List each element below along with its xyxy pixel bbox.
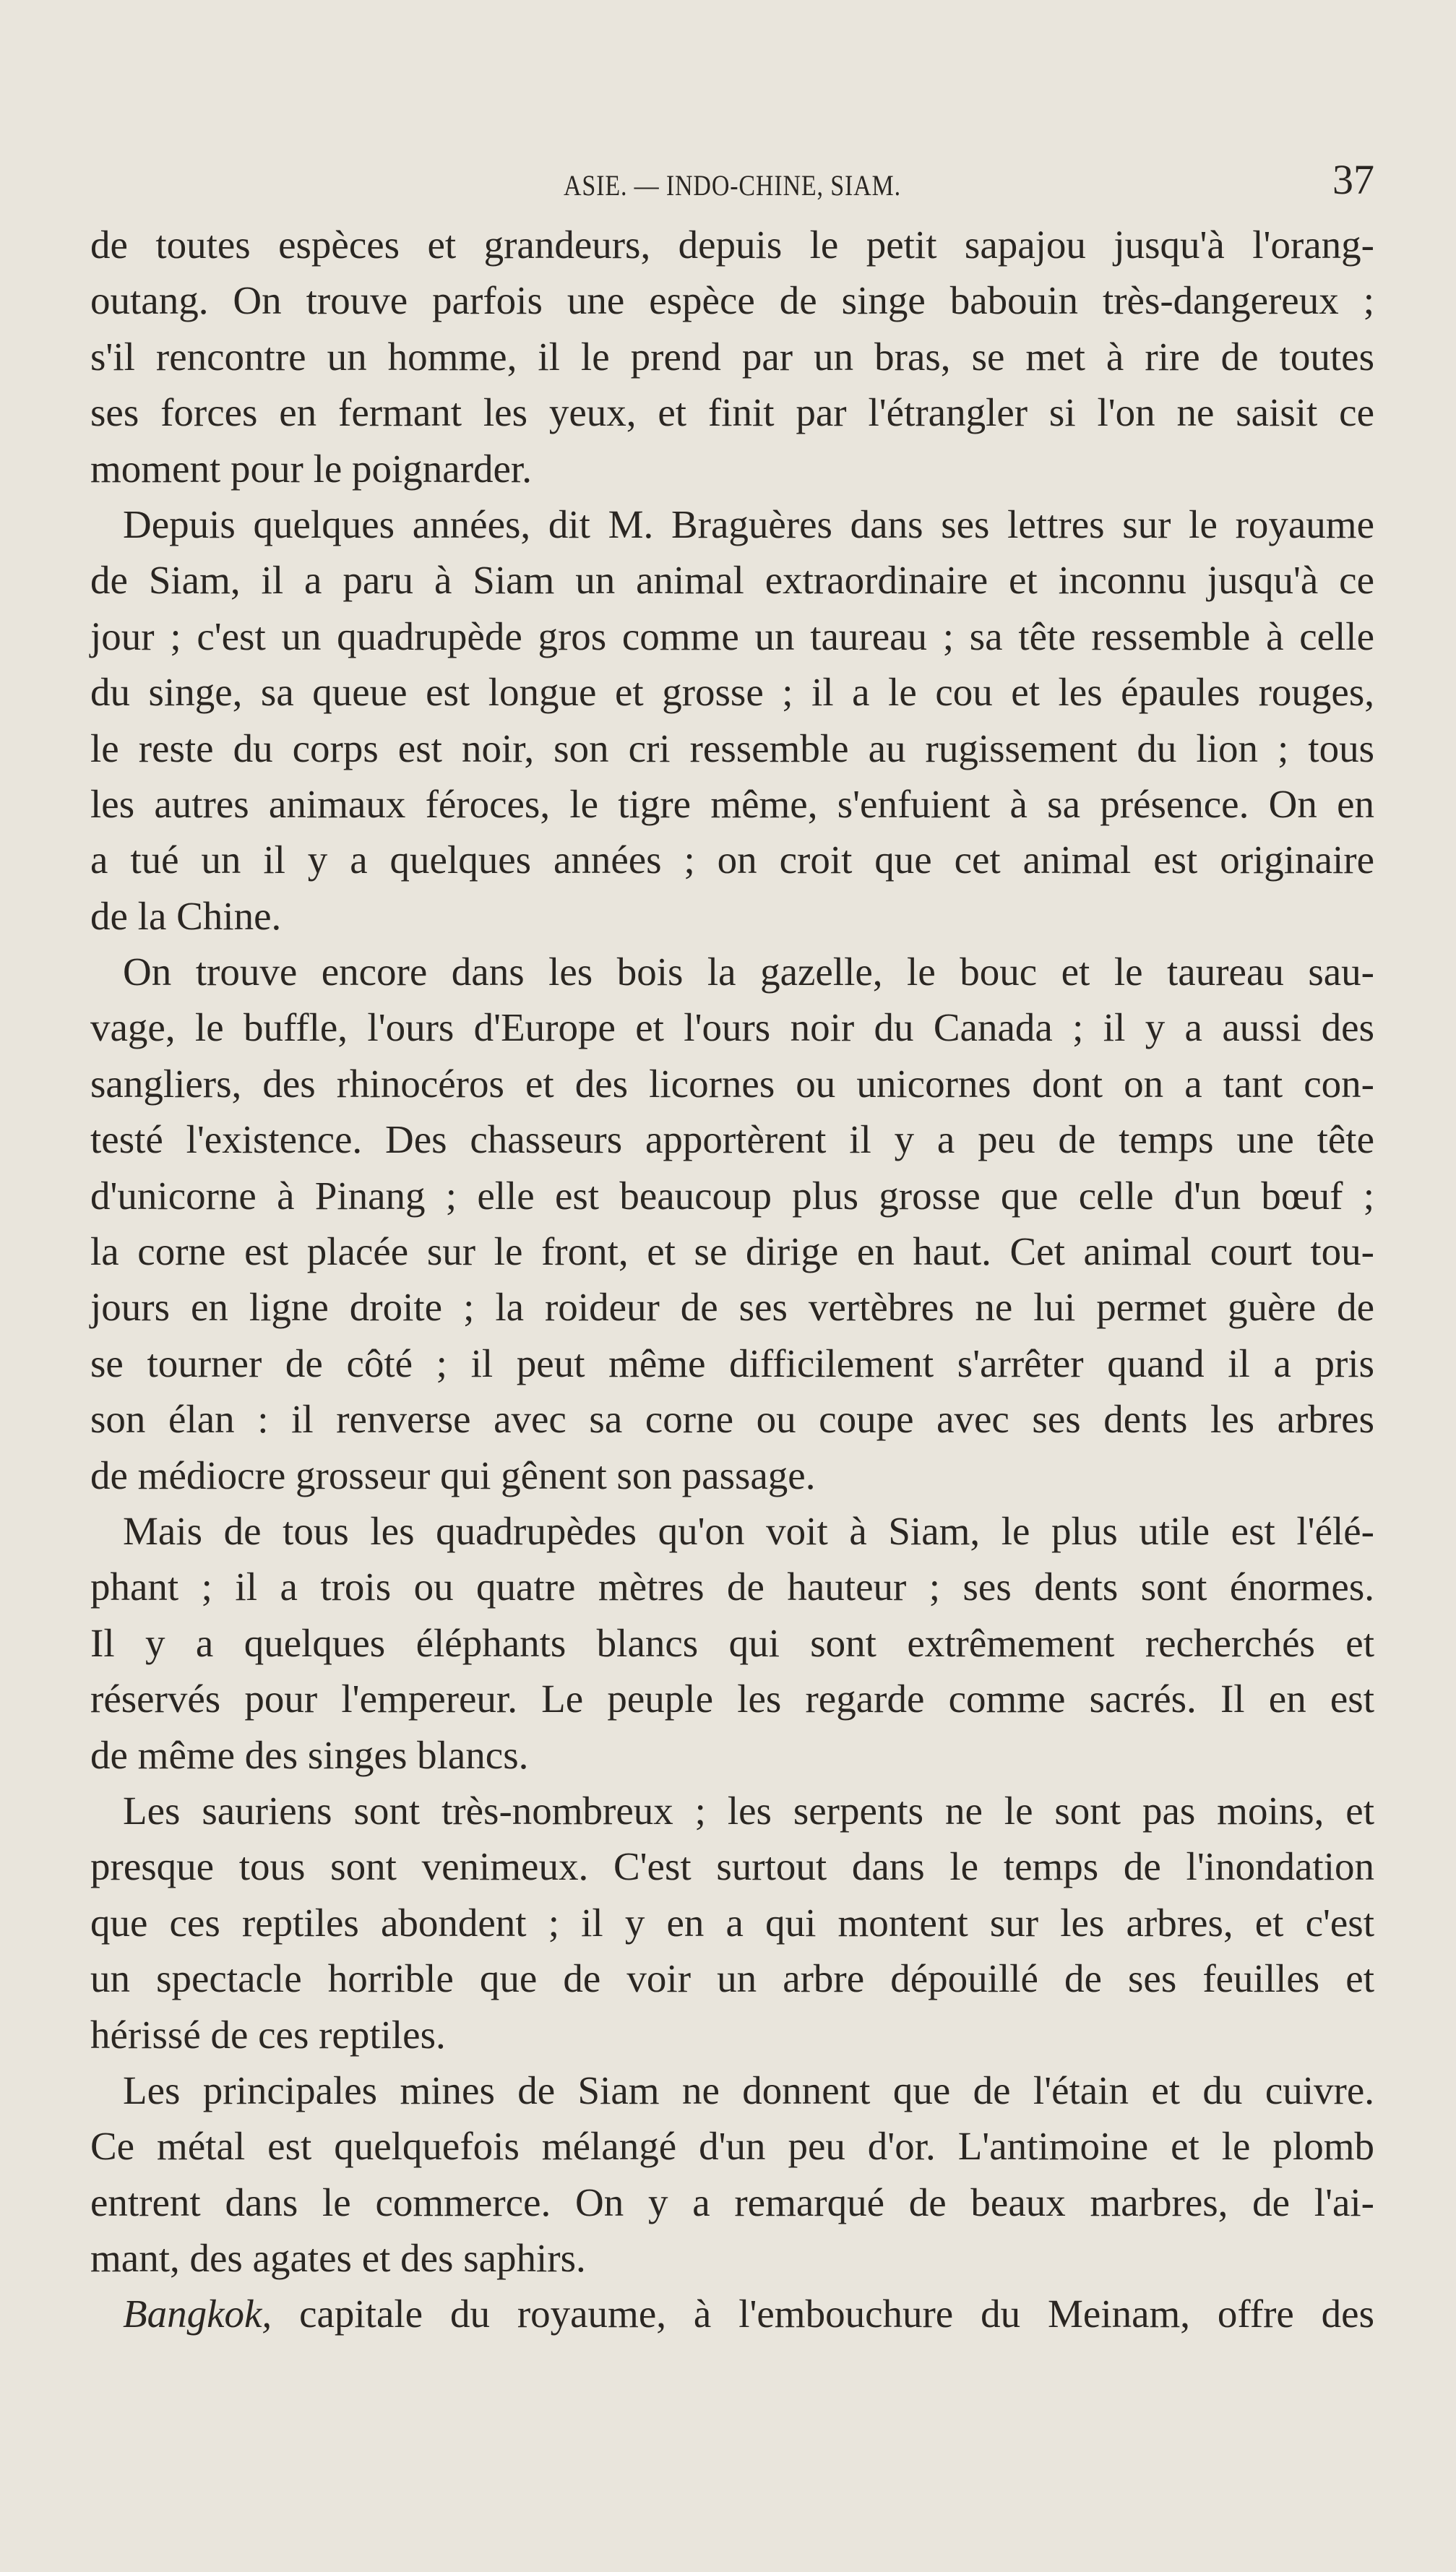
text-line: Ce métal est quelquefois mélangé d'un peu d'or. L'antimoine et le plomb [90, 2124, 1374, 2169]
text-line: Mais de tous les quadrupèdes qu'on voit à Siam, le plus utile est l'élé- [123, 1508, 1374, 1553]
text-line: de Siam, il a paru à Siam un animal extraordinaire et inconnu jusqu'à ce [90, 558, 1374, 603]
line-text: capitale du royaume, à l'embouchure du Meinam, offre des [299, 2292, 1374, 2336]
page-body [90, 217, 1374, 2342]
text-line: a tué un il y a quelques années ; on croit que cet animal est originaire [90, 838, 1374, 882]
text-line: de médiocre grosseur qui gênent son passage. [90, 1453, 816, 1497]
page-number: 37 [1332, 156, 1374, 203]
text-line: de même des singes blancs. [90, 1732, 529, 1777]
text-line: se tourner de côté ; il peut même difficilement s'arrêter quand il a pris [90, 1341, 1374, 1385]
text-line [90, 2286, 1374, 2341]
text-line: ses forces en fermant les yeux, et finit par l'étrangler si l'on ne saisit ce [90, 390, 1374, 435]
text-line: son élan : il renverse avec sa corne ou coupe avec ses dents les arbres [90, 1397, 1374, 1442]
text-line: le reste du corps est noir, son cri ressemble au rugissement du lion ; tous [90, 726, 1374, 770]
text-line: Depuis quelques années, dit M. Braguères dans ses lettres sur le royaume [123, 502, 1374, 546]
text-line: de toutes espèces et grandeurs, depuis le petit sapajou jusqu'à l'orang- [90, 223, 1374, 267]
text-line: hérissé de ces reptiles. [90, 2012, 446, 2057]
text-line: presque tous sont venimeux. C'est surtout dans le temps de l'inondation [90, 1844, 1374, 1889]
text-line: Les sauriens sont très-nombreux ; les serpents ne le sont pas moins, et [123, 1788, 1374, 1833]
text-line: Les principales mines de Siam ne donnent que de l'étain et du cuivre. [123, 2068, 1374, 2112]
text-line: moment pour le poignarder. [90, 446, 532, 491]
text-line: entrent dans le commerce. On y a remarqué de beaux marbres, de l'ai- [90, 2180, 1374, 2224]
text-line: la corne est placée sur le front, et se dirige en haut. Cet animal court tou- [90, 1229, 1374, 1274]
italic-place-name: Bangkok, [123, 2292, 272, 2336]
text-line: phant ; il a trois ou quatre mètres de hauteur ; ses dents sont énormes. [90, 1565, 1374, 1609]
text-line: jour ; c'est un quadrupède gros comme un taureau ; sa tête ressemble à celle [90, 614, 1374, 658]
text-line: les autres animaux féroces, le tigre même, s'enfuient à sa présence. On en [90, 781, 1374, 826]
text-line: outang. On trouve parfois une espèce de singe babouin très-dangereux ; [90, 278, 1374, 323]
text-line: que ces reptiles abondent ; il y en a qui montent sur les arbres, et c'est [90, 1900, 1374, 1945]
text-line: testé l'existence. Des chasseurs apportèrent il y a peu de temps une tête [90, 1117, 1374, 1162]
running-title: ASIE. — INDO-CHINE, SIAM. [563, 169, 901, 202]
text-line: On trouve encore dans les bois la gazelle, le bouc et le taureau sau- [123, 950, 1374, 994]
page-header [90, 155, 1374, 206]
text-line: Il y a quelques éléphants blancs qui sont extrêmement recherchés et [90, 1620, 1374, 1665]
text-line: un spectacle horrible que de voir un arbre dépouillé de ses feuilles et [90, 1956, 1374, 2001]
text-line: de la Chine. [90, 893, 282, 938]
text-line: du singe, sa queue est longue et grosse ; il a le cou et les épaules rouges, [90, 670, 1374, 715]
text-line: sangliers, des rhinocéros et des licornes ou unicornes dont on a tant con- [90, 1061, 1374, 1106]
text-line: mant, des agates et des saphirs. [90, 2236, 586, 2281]
text-line: réservés pour l'empereur. Le peuple les regarde comme sacrés. Il en est [90, 1677, 1374, 1721]
text-line: s'il rencontre un homme, il le prend par un bras, se met à rire de toutes [90, 334, 1374, 379]
text-line: d'unicorne à Pinang ; elle est beaucoup plus grosse que celle d'un bœuf ; [90, 1173, 1374, 1218]
text-line: jours en ligne droite ; la roideur de ses vertèbres ne lui permet guère de [90, 1285, 1374, 1330]
text-line: vage, le buffle, l'ours d'Europe et l'ours noir du Canada ; il y a aussi des [90, 1005, 1374, 1050]
